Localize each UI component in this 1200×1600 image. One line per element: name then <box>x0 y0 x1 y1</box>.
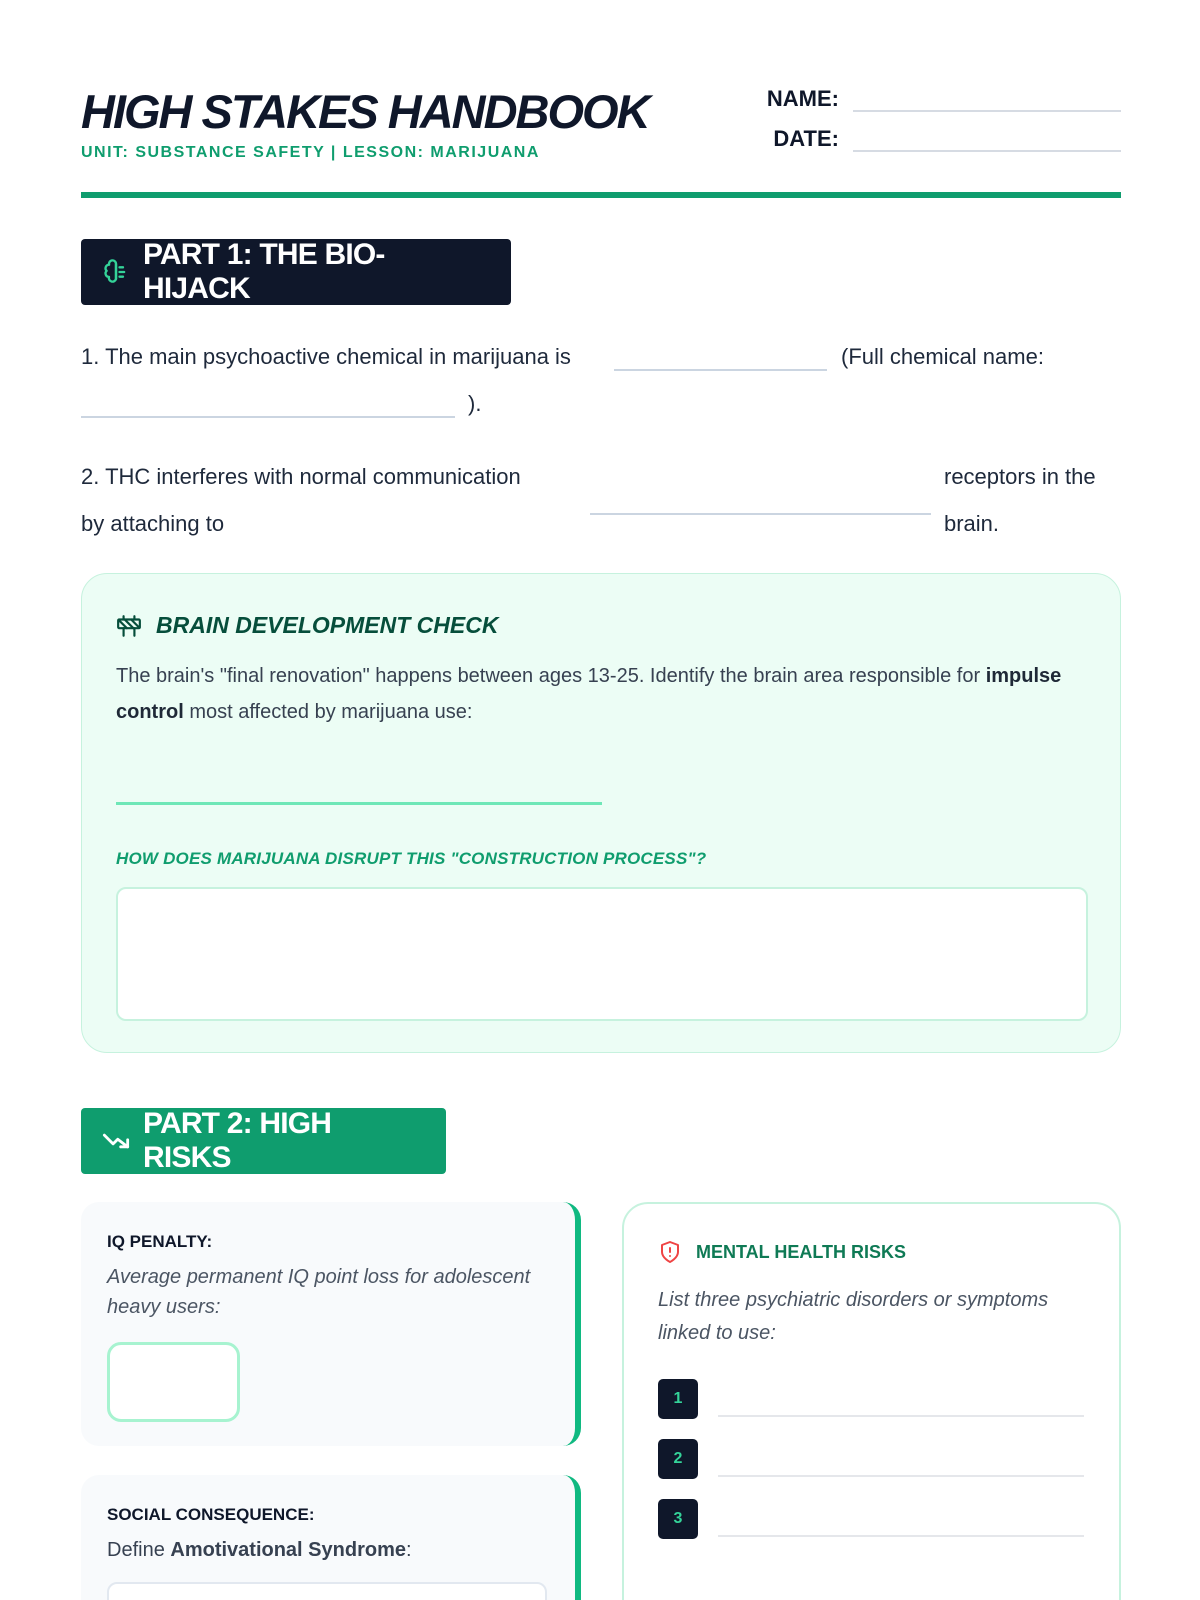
construction-answer-box[interactable] <box>116 887 1088 1021</box>
q2-text-a: 2. THC interferes with normal communication <box>81 464 521 489</box>
worksheet-header <box>81 86 1121 202</box>
iq-penalty-desc: Average permanent IQ point loss for adolescent heavy users: <box>107 1266 531 1318</box>
mental-health-answer-2[interactable] <box>718 1475 1084 1477</box>
date-row <box>749 126 1121 152</box>
brain-check-bold: impulse control <box>116 665 1062 723</box>
mental-health-title-row <box>658 1240 906 1264</box>
part2-heading-text: PART 2: HIGH RISKS <box>142 1107 332 1174</box>
q1-text-b: (Full chemical name: <box>841 344 1044 369</box>
part2-heading <box>81 1108 446 1174</box>
social-text-b: : <box>405 1539 412 1561</box>
worksheet-subtitle: UNIT: SUBSTANCE SAFETY | LESSON: MARIJUANA <box>81 144 540 161</box>
q2-text-d: brain. <box>944 511 1000 536</box>
part1-heading <box>81 239 511 305</box>
item-number-badge: 2 <box>658 1439 698 1479</box>
trending-down-icon <box>101 1126 131 1156</box>
social-consequence-prompt <box>107 1539 412 1562</box>
item-number-badge: 1 <box>658 1379 698 1419</box>
social-text-bold: Amotivational Syndrome <box>170 1539 406 1561</box>
date-field[interactable] <box>853 126 1121 152</box>
social-text-a: Define <box>107 1539 171 1561</box>
social-answer-field[interactable] <box>107 1582 547 1600</box>
iq-answer-field[interactable] <box>107 1342 240 1422</box>
q2-answer-blank[interactable] <box>590 513 931 515</box>
brain-icon <box>101 257 131 287</box>
q1-answer-blank-1[interactable] <box>614 369 827 371</box>
brain-check-text-b: most affected by marijuana use: <box>183 701 473 723</box>
iq-penalty-box <box>81 1202 581 1446</box>
iq-penalty-label: IQ PENALTY: <box>107 1232 213 1251</box>
list-item <box>658 1379 1088 1419</box>
construction-icon <box>116 613 142 639</box>
mental-health-desc: List three psychiatric disorders or symptoms linked to use: <box>658 1289 1049 1344</box>
mental-health-answer-3[interactable] <box>718 1535 1084 1537</box>
brain-check-text-a: The brain's "final renovation" happens between ages 13-25. Identify the brain area responsible for <box>116 665 981 687</box>
brain-area-answer-blank[interactable] <box>116 802 602 805</box>
item-number-badge: 3 <box>658 1499 698 1539</box>
brain-development-card <box>81 573 1121 1053</box>
name-row <box>749 86 1121 112</box>
list-item <box>658 1439 1088 1479</box>
name-field[interactable] <box>853 86 1121 112</box>
mental-health-answer-1[interactable] <box>718 1415 1084 1417</box>
q2-text-c: receptors in the <box>944 464 1096 489</box>
worksheet-title: HIGH STAKES HANDBOOK <box>81 85 649 138</box>
social-consequence-label: SOCIAL CONSEQUENCE: <box>107 1505 315 1524</box>
part1-heading-text: PART 1: THE BIO-HIJACK <box>142 238 385 305</box>
name-label: NAME: <box>766 86 839 111</box>
brain-check-prompt <box>116 658 1066 730</box>
q1-answer-blank-2[interactable] <box>81 416 455 418</box>
date-label: DATE: <box>773 126 839 151</box>
mental-health-card <box>622 1202 1121 1600</box>
construction-question: HOW DOES MARIJUANA DISRUPT THIS "CONSTRUCTION PROCESS"? <box>116 849 707 868</box>
mental-health-title: MENTAL HEALTH RISKS <box>696 1241 906 1262</box>
q1-text-c: ). <box>468 391 482 416</box>
brain-check-title-row <box>116 612 498 639</box>
q2-text-b: by attaching to <box>81 511 225 536</box>
brain-check-title: BRAIN DEVELOPMENT CHECK <box>156 612 499 638</box>
shield-alert-icon <box>658 1240 682 1264</box>
header-divider <box>81 192 1121 198</box>
social-consequence-box <box>81 1475 581 1600</box>
list-item <box>658 1499 1088 1539</box>
q1-text-a: 1. The main psychoactive chemical in marijuana is <box>81 344 571 369</box>
